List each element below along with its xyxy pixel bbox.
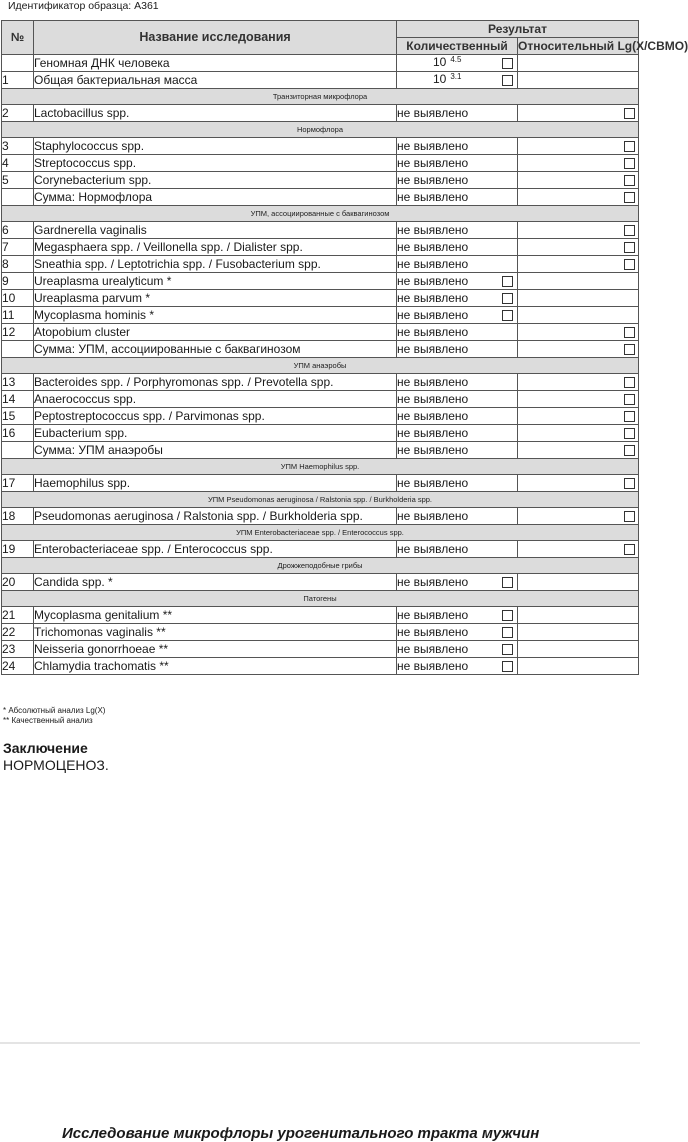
table-row — [2, 374, 639, 391]
section-row — [2, 525, 639, 541]
relative-cell — [518, 290, 639, 307]
table-row — [2, 641, 639, 658]
sample-id: Идентификатор образца: А361 — [8, 0, 159, 12]
checkbox-icon — [624, 327, 635, 338]
relative-cell — [518, 72, 639, 89]
test-name: Candida spp. * — [34, 574, 397, 591]
relative-cell — [518, 641, 639, 658]
row-number: 17 — [2, 475, 34, 492]
quantitative-value: не выявлено — [397, 341, 469, 356]
quantitative-cell — [397, 374, 518, 391]
test-name: Геномная ДНК человека — [34, 55, 397, 72]
quantitative-cell — [397, 641, 518, 658]
relative-cell — [518, 541, 639, 558]
table-row — [2, 105, 639, 122]
checkbox-icon — [624, 394, 635, 405]
checkbox-icon — [624, 445, 635, 456]
relative-cell — [518, 658, 639, 675]
relative-cell — [518, 624, 639, 641]
quantitative-value: не выявлено — [397, 658, 469, 673]
quantitative-cell — [397, 290, 518, 307]
relative-cell — [518, 574, 639, 591]
quantitative-value: не выявлено — [397, 307, 469, 322]
relative-cell — [518, 374, 639, 391]
row-number: 5 — [2, 172, 34, 189]
row-number: 16 — [2, 425, 34, 442]
checkbox-icon — [624, 344, 635, 355]
relative-cell — [518, 55, 639, 72]
quantitative-value: не выявлено — [397, 256, 469, 271]
checkbox-icon — [624, 141, 635, 152]
test-name: Neisseria gonorrhoeae ** — [34, 641, 397, 658]
quantitative-cell — [397, 172, 518, 189]
test-name: Megasphaera spp. / Veillonella spp. / Dialister spp. — [34, 239, 397, 256]
quantitative-cell — [397, 442, 518, 459]
quantitative-cell — [397, 341, 518, 358]
checkbox-icon — [624, 158, 635, 169]
relative-cell — [518, 256, 639, 273]
results-table — [1, 20, 688, 675]
quantitative-value: не выявлено — [397, 508, 469, 523]
quantitative-value: не выявлено — [397, 189, 469, 204]
quantitative-exponent: 4.5 — [450, 55, 462, 64]
header-relative: Относительный Lg(X/СВМО) — [518, 38, 688, 53]
row-number: 8 — [2, 256, 34, 273]
section-title: УПМ Haemophilus spp. — [2, 459, 639, 475]
quantitative-value: не выявлено — [397, 290, 469, 305]
row-number: 7 — [2, 239, 34, 256]
row-number: 10 — [2, 290, 34, 307]
table-row — [2, 442, 639, 459]
relative-cell — [518, 341, 639, 358]
table-row — [2, 574, 639, 591]
quantitative-cell — [397, 607, 518, 624]
conclusion-title: Заключение — [3, 740, 88, 756]
table-row — [2, 155, 639, 172]
footnotes — [3, 706, 105, 726]
quantitative-value: не выявлено — [397, 624, 469, 639]
checkbox-icon — [624, 225, 635, 236]
table-row — [2, 508, 639, 525]
section-row — [2, 591, 639, 607]
table-row — [2, 72, 639, 89]
footnote-qualitative: ** Качественный анализ — [3, 716, 93, 725]
row-number: 20 — [2, 574, 34, 591]
quantitative-value: не выявлено — [397, 155, 469, 170]
section-row — [2, 122, 639, 138]
checkbox-icon — [624, 192, 635, 203]
checkbox-icon — [624, 511, 635, 522]
test-name: Anaerococcus spp. — [34, 391, 397, 408]
relative-cell — [518, 508, 639, 525]
test-name: Trichomonas vaginalis ** — [34, 624, 397, 641]
table-row — [2, 391, 639, 408]
section-row — [2, 358, 639, 374]
test-name: Streptococcus spp. — [34, 155, 397, 172]
row-number: 23 — [2, 641, 34, 658]
quantitative-cell — [397, 189, 518, 206]
checkbox-icon — [624, 544, 635, 555]
section-title: УПМ Enterobacteriaceae spp. / Enterococcus spp. — [2, 525, 639, 541]
table-row — [2, 475, 639, 492]
table-row — [2, 341, 639, 358]
quantitative-cell — [397, 222, 518, 239]
test-name: Сумма: УПМ, ассоциированные с баквагинозом — [34, 341, 397, 358]
test-name: Peptostreptococcus spp. / Parvimonas spp. — [34, 408, 397, 425]
test-name: Mycoplasma hominis * — [34, 307, 397, 324]
section-row — [2, 459, 639, 475]
quantitative-value: не выявлено — [397, 324, 469, 339]
checkbox-icon — [502, 75, 513, 86]
row-number: 15 — [2, 408, 34, 425]
checkbox-icon — [502, 610, 513, 621]
conclusion-text: НОРМОЦЕНОЗ. — [3, 757, 109, 773]
relative-cell — [518, 475, 639, 492]
relative-cell — [518, 105, 639, 122]
quantitative-value: не выявлено — [397, 641, 469, 656]
table-row — [2, 290, 639, 307]
quantitative-value: не выявлено — [397, 475, 469, 490]
quantitative-cell — [397, 508, 518, 525]
next-section-title: Исследование микрофлоры урогенитального тракта мужчин — [62, 1125, 540, 1142]
relative-cell — [518, 408, 639, 425]
quantitative-value: не выявлено — [397, 239, 469, 254]
checkbox-icon — [624, 428, 635, 439]
quantitative-cell — [397, 541, 518, 558]
quantitative-cell — [397, 273, 518, 290]
test-name: Gardnerella vaginalis — [34, 222, 397, 239]
checkbox-icon — [624, 411, 635, 422]
table-row — [2, 607, 639, 624]
quantitative-cell — [397, 55, 518, 72]
quantitative-cell — [397, 658, 518, 675]
test-name: Mycoplasma genitalium ** — [34, 607, 397, 624]
test-name: Atopobium cluster — [34, 324, 397, 341]
row-number: 21 — [2, 607, 34, 624]
section-row — [2, 206, 639, 222]
checkbox-icon — [502, 644, 513, 655]
checkbox-icon — [502, 310, 513, 321]
section-title: Нормофлора — [2, 122, 639, 138]
row-number: 13 — [2, 374, 34, 391]
table-row — [2, 658, 639, 675]
checkbox-icon — [502, 627, 513, 638]
section-title: УПМ Pseudomonas aeruginosa / Ralstonia spp. / Burkholderia spp. — [2, 492, 639, 508]
table-row — [2, 256, 639, 273]
test-name: Eubacterium spp. — [34, 425, 397, 442]
row-number: 3 — [2, 138, 34, 155]
relative-cell — [518, 172, 639, 189]
quantitative-value: не выявлено — [397, 408, 469, 423]
relative-cell — [518, 222, 639, 239]
table-row — [2, 408, 639, 425]
quantitative-cell — [397, 324, 518, 341]
table-row — [2, 624, 639, 641]
table-row — [2, 138, 639, 155]
row-number: 24 — [2, 658, 34, 675]
checkbox-icon — [624, 242, 635, 253]
header-result: Результат — [397, 21, 639, 38]
results-body — [2, 55, 639, 675]
quantitative-cell — [397, 624, 518, 641]
row-number — [2, 442, 34, 459]
checkbox-icon — [502, 276, 513, 287]
relative-cell — [518, 189, 639, 206]
row-number — [2, 55, 34, 72]
table-row — [2, 189, 639, 206]
checkbox-icon — [624, 108, 635, 119]
quantitative-value: не выявлено — [397, 138, 469, 153]
quantitative-value: не выявлено — [397, 172, 469, 187]
table-row — [2, 239, 639, 256]
table-row — [2, 307, 639, 324]
table-row — [2, 425, 639, 442]
checkbox-icon — [624, 377, 635, 388]
relative-cell — [518, 607, 639, 624]
row-number: 22 — [2, 624, 34, 641]
row-number: 19 — [2, 541, 34, 558]
page-divider — [0, 1042, 640, 1044]
relative-cell — [518, 307, 639, 324]
table-row — [2, 172, 639, 189]
quantitative-cell — [397, 574, 518, 591]
relative-cell — [518, 442, 639, 459]
header-name: Название исследования — [34, 21, 397, 55]
quantitative-cell — [397, 475, 518, 492]
quantitative-exponent: 3.1 — [450, 72, 462, 81]
row-number: 18 — [2, 508, 34, 525]
quantitative-cell — [397, 391, 518, 408]
relative-cell — [518, 324, 639, 341]
header-num: № — [2, 21, 34, 55]
row-number: 2 — [2, 105, 34, 122]
footnote-absolute: * Абсолютный анализ Lg(X) — [3, 706, 106, 715]
quantitative-cell — [397, 256, 518, 273]
checkbox-icon — [624, 259, 635, 270]
section-title: Дрожжеподобные грибы — [2, 558, 639, 574]
table-row — [2, 541, 639, 558]
row-number — [2, 189, 34, 206]
test-name: Corynebacterium spp. — [34, 172, 397, 189]
section-title: Транзиторная микрофлора — [2, 89, 639, 105]
row-number: 11 — [2, 307, 34, 324]
section-row — [2, 558, 639, 574]
checkbox-icon — [624, 175, 635, 186]
test-name: Общая бактериальная масса — [34, 72, 397, 89]
quantitative-cell — [397, 239, 518, 256]
quantitative-base: 10 — [433, 55, 447, 69]
quantitative-cell — [397, 408, 518, 425]
row-number: 1 — [2, 72, 34, 89]
quantitative-cell — [397, 425, 518, 442]
test-name: Lactobacillus spp. — [34, 105, 397, 122]
quantitative-value: не выявлено — [397, 374, 469, 389]
test-name: Bacteroides spp. / Porphyromonas spp. / Prevotella spp. — [34, 374, 397, 391]
row-number: 14 — [2, 391, 34, 408]
row-number: 6 — [2, 222, 34, 239]
test-name: Staphylococcus spp. — [34, 138, 397, 155]
table-row — [2, 55, 639, 72]
section-row — [2, 89, 639, 105]
relative-cell — [518, 138, 639, 155]
relative-cell — [518, 425, 639, 442]
section-title: УПМ анаэробы — [2, 358, 639, 374]
quantitative-value: не выявлено — [397, 273, 469, 288]
table-row — [2, 222, 639, 239]
checkbox-icon — [502, 577, 513, 588]
section-title: Патогены — [2, 591, 639, 607]
relative-cell — [518, 155, 639, 172]
table-row — [2, 324, 639, 341]
quantitative-value: не выявлено — [397, 222, 469, 237]
quantitative-value: не выявлено — [397, 607, 469, 622]
row-number: 4 — [2, 155, 34, 172]
section-title: УПМ, ассоциированные с баквагинозом — [2, 206, 639, 222]
quantitative-value: не выявлено — [397, 105, 469, 120]
quantitative-cell — [397, 155, 518, 172]
relative-cell — [518, 239, 639, 256]
row-number: 12 — [2, 324, 34, 341]
quantitative-cell — [397, 138, 518, 155]
quantitative-value: не выявлено — [397, 574, 469, 589]
row-number — [2, 341, 34, 358]
quantitative-cell — [397, 105, 518, 122]
relative-cell — [518, 273, 639, 290]
quantitative-value: не выявлено — [397, 442, 469, 457]
test-name: Сумма: УПМ анаэробы — [34, 442, 397, 459]
test-name: Haemophilus spp. — [34, 475, 397, 492]
quantitative-cell — [397, 72, 518, 89]
test-name: Ureaplasma urealyticum * — [34, 273, 397, 290]
table-row — [2, 273, 639, 290]
checkbox-icon — [502, 58, 513, 69]
test-name: Ureaplasma parvum * — [34, 290, 397, 307]
quantitative-value: не выявлено — [397, 425, 469, 440]
quantitative-value: не выявлено — [397, 391, 469, 406]
checkbox-icon — [502, 661, 513, 672]
checkbox-icon — [502, 293, 513, 304]
header-quantitative: Количественный — [397, 38, 518, 55]
test-name: Sneathia spp. / Leptotrichia spp. / Fusobacterium spp. — [34, 256, 397, 273]
quantitative-value: не выявлено — [397, 541, 469, 556]
quantitative-cell — [397, 307, 518, 324]
relative-cell — [518, 391, 639, 408]
test-name: Enterobacteriaceae spp. / Enterococcus spp. — [34, 541, 397, 558]
row-number: 9 — [2, 273, 34, 290]
checkbox-icon — [624, 478, 635, 489]
quantitative-base: 10 — [433, 72, 447, 86]
test-name: Chlamydia trachomatis ** — [34, 658, 397, 675]
test-name: Сумма: Нормофлора — [34, 189, 397, 206]
section-row — [2, 492, 639, 508]
test-name: Pseudomonas aeruginosa / Ralstonia spp. / Burkholderia spp. — [34, 508, 397, 525]
